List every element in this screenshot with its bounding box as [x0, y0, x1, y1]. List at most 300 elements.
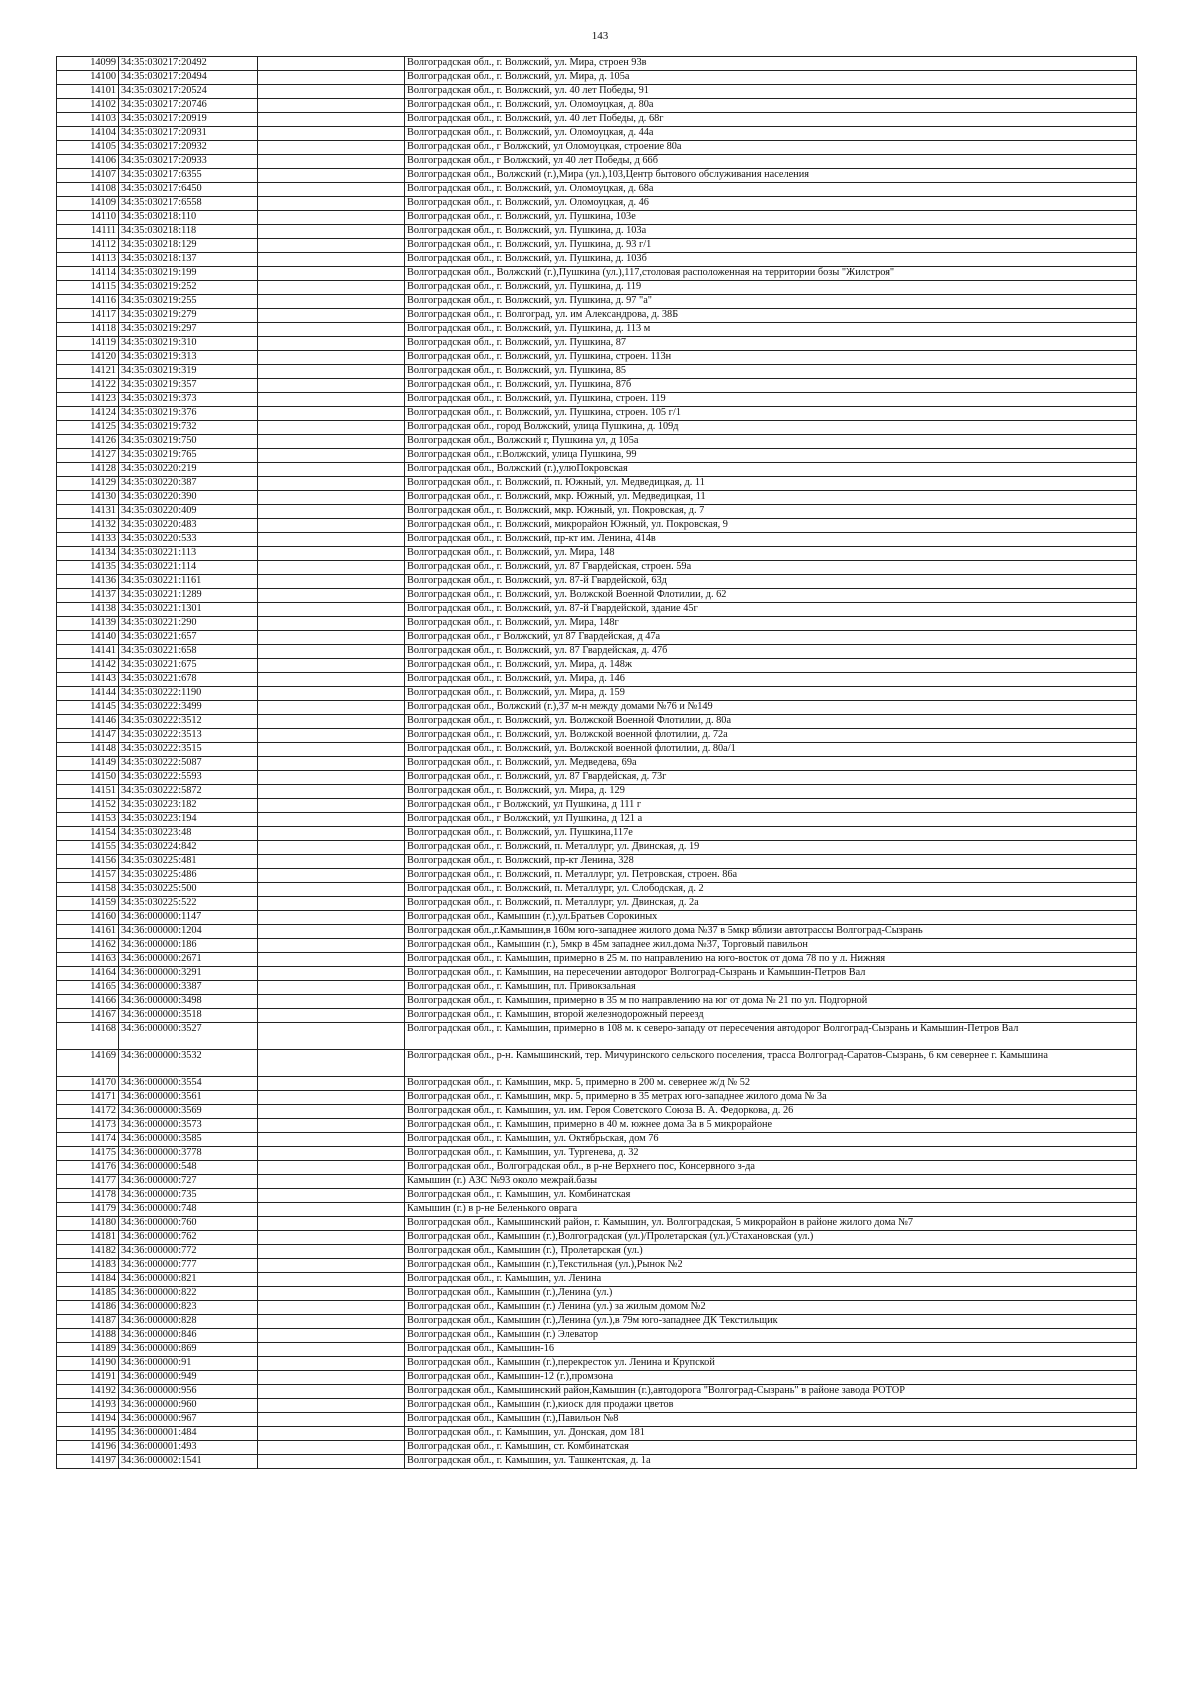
- address-cell: Волгоградская обл., Камышин (г.),Ленина (ул.),в 79м юго-западнее ДК Текстильщик: [405, 1315, 1137, 1329]
- cadastral-number-cell: 34:36:000000:1204: [119, 925, 258, 939]
- table-row: [57, 1259, 1137, 1273]
- table-row: [57, 449, 1137, 463]
- row-number-cell: 14143: [57, 673, 119, 687]
- empty-cell: [258, 449, 405, 463]
- row-number-cell: 14111: [57, 225, 119, 239]
- address-cell: Волгоградская обл., Камышин (г.),Волгоградская (ул.)/Пролетарская (ул.)/Стахановская (ул.): [405, 1231, 1137, 1245]
- cadastral-number-cell: 34:36:000000:777: [119, 1259, 258, 1273]
- row-number-cell: 14186: [57, 1301, 119, 1315]
- empty-cell: [258, 603, 405, 617]
- cadastral-number-cell: 34:35:030221:657: [119, 631, 258, 645]
- row-number-cell: 14119: [57, 337, 119, 351]
- empty-cell: [258, 1371, 405, 1385]
- cadastral-number-cell: 34:36:000000:3387: [119, 981, 258, 995]
- address-cell: Волгоградская обл., г. Волжский, ул. 40 лет Победы, д. 68г: [405, 113, 1137, 127]
- empty-cell: [258, 239, 405, 253]
- table-row: [57, 197, 1137, 211]
- row-number-cell: 14135: [57, 561, 119, 575]
- table-row: [57, 1105, 1137, 1119]
- address-cell: Волгоградская обл., Камышин (г.) Элеватор: [405, 1329, 1137, 1343]
- empty-cell: [258, 1133, 405, 1147]
- table-row: [57, 589, 1137, 603]
- page-number: 143: [591, 30, 609, 42]
- table-row: [57, 1245, 1137, 1259]
- row-number-cell: 14125: [57, 421, 119, 435]
- row-number-cell: 14196: [57, 1441, 119, 1455]
- cadastral-number-cell: 34:35:030222:3499: [119, 701, 258, 715]
- cadastral-number-cell: 34:36:000000:3554: [119, 1077, 258, 1091]
- cadastral-number-cell: 34:36:000000:3532: [119, 1050, 258, 1077]
- empty-cell: [258, 1357, 405, 1371]
- address-cell: Волгоградская обл., г. Волжский, ул. Мира, д. 146: [405, 673, 1137, 687]
- cadastral-number-cell: 34:35:030217:20932: [119, 141, 258, 155]
- address-cell: Волгоградская обл., г. Волжский, п. Южный, ул. Медведицкая, д. 11: [405, 477, 1137, 491]
- table-row: [57, 1231, 1137, 1245]
- address-cell: Волгоградская обл., Волжский (г.),Пушкина (ул.),117,столовая расположенная на территории бозы "Жилстроя": [405, 267, 1137, 281]
- address-cell: Волгоградская обл., Камышин (г.),Ленина (ул.): [405, 1287, 1137, 1301]
- empty-cell: [258, 1427, 405, 1441]
- cadastral-number-cell: 34:35:030221:1161: [119, 575, 258, 589]
- row-number-cell: 14183: [57, 1259, 119, 1273]
- table-row: [57, 1023, 1137, 1050]
- address-cell: Волгоградская обл., г. Камышин, ул. Ташкентская, д. 1а: [405, 1455, 1137, 1469]
- cadastral-number-cell: 34:35:030220:387: [119, 477, 258, 491]
- row-number-cell: 14107: [57, 169, 119, 183]
- row-number-cell: 14185: [57, 1287, 119, 1301]
- row-number-cell: 14129: [57, 477, 119, 491]
- cadastral-number-cell: 34:35:030220:409: [119, 505, 258, 519]
- address-cell: Волгоградская обл., Волжский (г.),37 м-н между домами №76 и №149: [405, 701, 1137, 715]
- table-row: [57, 1189, 1137, 1203]
- empty-cell: [258, 589, 405, 603]
- empty-cell: [258, 897, 405, 911]
- row-number-cell: 14102: [57, 99, 119, 113]
- table-row: [57, 827, 1137, 841]
- row-number-cell: 14178: [57, 1189, 119, 1203]
- empty-cell: [258, 295, 405, 309]
- cadastral-number-cell: 34:35:030217:20746: [119, 99, 258, 113]
- address-cell: Волгоградская обл., г Волжский, ул 87 Гвардейская, д 47а: [405, 631, 1137, 645]
- address-cell: Волгоградская обл., г Волжский, ул Пушкина, д 111 г: [405, 799, 1137, 813]
- cadastral-number-cell: 34:36:000000:822: [119, 1287, 258, 1301]
- empty-cell: [258, 1050, 405, 1077]
- table-row: [57, 659, 1137, 673]
- address-cell: Волгоградская обл., Камышин (г.),киоск для продажи цветов: [405, 1399, 1137, 1413]
- cadastral-number-cell: 34:35:030220:219: [119, 463, 258, 477]
- empty-cell: [258, 687, 405, 701]
- table-row: [57, 995, 1137, 1009]
- address-cell: Волгоградская обл., Волжский (г.),Мира (ул.),103,Центр бытового обслуживания населения: [405, 169, 1137, 183]
- cadastral-number-cell: 34:35:030219:319: [119, 365, 258, 379]
- empty-cell: [258, 421, 405, 435]
- table-row: [57, 505, 1137, 519]
- address-cell: Волгоградская обл., г. Волжский, ул. Пушкина, 87б: [405, 379, 1137, 393]
- empty-cell: [258, 155, 405, 169]
- row-number-cell: 14128: [57, 463, 119, 477]
- row-number-cell: 14142: [57, 659, 119, 673]
- table-row: [57, 1315, 1137, 1329]
- row-number-cell: 14174: [57, 1133, 119, 1147]
- empty-cell: [258, 365, 405, 379]
- registry-table: [56, 56, 1137, 1469]
- address-cell: Волгоградская обл., г. Волжский, п. Металлург, ул. Двинская, д. 19: [405, 841, 1137, 855]
- address-cell: Волгоградская обл., г Волжский, ул Оломоуцкая, строение 80а: [405, 141, 1137, 155]
- table-row: [57, 85, 1137, 99]
- table-row: [57, 1091, 1137, 1105]
- address-cell: Волгоградская обл., г. Волжский, микрорайон Южный, ул. Покровская, 9: [405, 519, 1137, 533]
- address-cell: Волгоградская обл., г. Камышин, ул. Комбинатская: [405, 1189, 1137, 1203]
- cadastral-number-cell: 34:36:000000:760: [119, 1217, 258, 1231]
- row-number-cell: 14161: [57, 925, 119, 939]
- table-row: [57, 701, 1137, 715]
- address-cell: Волгоградская обл., г. Волжский, ул. Пушкина, д. 103а: [405, 225, 1137, 239]
- empty-cell: [258, 1203, 405, 1217]
- empty-cell: [258, 799, 405, 813]
- cadastral-number-cell: 34:36:000000:3291: [119, 967, 258, 981]
- cadastral-number-cell: 34:36:000000:846: [119, 1329, 258, 1343]
- address-cell: Волгоградская обл., г. Волжский, ул. Волжской военной флотилии, д. 80а/1: [405, 743, 1137, 757]
- empty-cell: [258, 1455, 405, 1469]
- address-cell: Волгоградская обл., г. Волжский, ул. Оломоуцкая, д. 68а: [405, 183, 1137, 197]
- table-row: [57, 183, 1137, 197]
- cadastral-number-cell: 34:35:030219:313: [119, 351, 258, 365]
- empty-cell: [258, 1175, 405, 1189]
- empty-cell: [258, 1231, 405, 1245]
- cadastral-number-cell: 34:36:000000:762: [119, 1231, 258, 1245]
- cadastral-number-cell: 34:35:030217:6450: [119, 183, 258, 197]
- cadastral-number-cell: 34:36:000001:484: [119, 1427, 258, 1441]
- address-cell: Волгоградская обл., Камышин (г.),перекресток ул. Ленина и Крупской: [405, 1357, 1137, 1371]
- row-number-cell: 14145: [57, 701, 119, 715]
- address-cell: Волгоградская обл., Камышин (г.) Ленина (ул.) за жилым домом №2: [405, 1301, 1137, 1315]
- address-cell: Волгоградская обл., Камышин-16: [405, 1343, 1137, 1357]
- address-cell: Камышин (г.) АЗС №93 около межрай.базы: [405, 1175, 1137, 1189]
- address-cell: Волгоградская обл., Камышин-12 (г.),промзона: [405, 1371, 1137, 1385]
- table-row: [57, 743, 1137, 757]
- table-row: [57, 1343, 1137, 1357]
- table-row: [57, 799, 1137, 813]
- table-row: [57, 981, 1137, 995]
- cadastral-number-cell: 34:35:030221:114: [119, 561, 258, 575]
- row-number-cell: 14184: [57, 1273, 119, 1287]
- cadastral-number-cell: 34:35:030221:675: [119, 659, 258, 673]
- cadastral-number-cell: 34:36:000000:1147: [119, 911, 258, 925]
- table-row: [57, 771, 1137, 785]
- table-row: [57, 869, 1137, 883]
- empty-cell: [258, 141, 405, 155]
- table-row: [57, 1455, 1137, 1469]
- table-row: [57, 533, 1137, 547]
- table-row: [57, 519, 1137, 533]
- cadastral-number-cell: 34:36:000000:821: [119, 1273, 258, 1287]
- cadastral-number-cell: 34:36:000000:869: [119, 1343, 258, 1357]
- table-row: [57, 631, 1137, 645]
- row-number-cell: 14132: [57, 519, 119, 533]
- row-number-cell: 14179: [57, 1203, 119, 1217]
- address-cell: Волгоградская обл., г. Волжский, ул. Волжской военной флотилии, д. 72а: [405, 729, 1137, 743]
- row-number-cell: 14171: [57, 1091, 119, 1105]
- empty-cell: [258, 113, 405, 127]
- row-number-cell: 14167: [57, 1009, 119, 1023]
- empty-cell: [258, 1413, 405, 1427]
- address-cell: Волгоградская обл., г. Камышин, ул. Донская, дом 181: [405, 1427, 1137, 1441]
- address-cell: Волгоградская обл., г. Волжский, ул. Оломоуцкая, д. 80а: [405, 99, 1137, 113]
- table-row: [57, 99, 1137, 113]
- empty-cell: [258, 771, 405, 785]
- empty-cell: [258, 57, 405, 71]
- address-cell: Волгоградская обл., Камышин (г.),ул.Братьев Сорокиных: [405, 911, 1137, 925]
- empty-cell: [258, 1385, 405, 1399]
- address-cell: Волгоградская обл., г. Волжский, п. Металлург, ул. Слободская, д. 2: [405, 883, 1137, 897]
- row-number-cell: 14127: [57, 449, 119, 463]
- empty-cell: [258, 85, 405, 99]
- empty-cell: [258, 659, 405, 673]
- cadastral-number-cell: 34:35:030217:20919: [119, 113, 258, 127]
- address-cell: Волгоградская обл., Камышинский район,Камышин (г.),автодорога "Волгоград-Сызрань" в районе завода РОТОР: [405, 1385, 1137, 1399]
- row-number-cell: 14120: [57, 351, 119, 365]
- address-cell: Волгоградская обл., г. Волжский, ул. 87-й Гвардейской, 63д: [405, 575, 1137, 589]
- empty-cell: [258, 1147, 405, 1161]
- address-cell: Волгоградская обл., г. Волжский, ул. Волжской Военной Флотилии, д. 62: [405, 589, 1137, 603]
- row-number-cell: 14101: [57, 85, 119, 99]
- empty-cell: [258, 827, 405, 841]
- empty-cell: [258, 1023, 405, 1050]
- table-row: [57, 1273, 1137, 1287]
- empty-cell: [258, 757, 405, 771]
- table-row: [57, 1133, 1137, 1147]
- cadastral-number-cell: 34:35:030221:658: [119, 645, 258, 659]
- table-row: [57, 1441, 1137, 1455]
- table-row: [57, 1119, 1137, 1133]
- cadastral-number-cell: 34:35:030218:129: [119, 239, 258, 253]
- table-row: [57, 225, 1137, 239]
- empty-cell: [258, 953, 405, 967]
- cadastral-number-cell: 34:36:000001:493: [119, 1441, 258, 1455]
- table-row: [57, 1287, 1137, 1301]
- table-row: [57, 1371, 1137, 1385]
- cadastral-number-cell: 34:35:030217:20933: [119, 155, 258, 169]
- row-number-cell: 14159: [57, 897, 119, 911]
- row-number-cell: 14113: [57, 253, 119, 267]
- table-row: [57, 967, 1137, 981]
- address-cell: Волгоградская обл., Камышин (г.), 5мкр в 45м западнее жил.дома №37, Торговый павильон: [405, 939, 1137, 953]
- address-cell: Волгоградская обл., г. Волжский, ул. Мира, строен 93в: [405, 57, 1137, 71]
- address-cell: Волгоградская обл., г. Камышин, мкр. 5, примерно в 35 метрах юго-западнее жилого дома № 3а: [405, 1091, 1137, 1105]
- table-row: [57, 169, 1137, 183]
- empty-cell: [258, 981, 405, 995]
- table-row: [57, 841, 1137, 855]
- table-row: [57, 337, 1137, 351]
- cadastral-number-cell: 34:35:030219:310: [119, 337, 258, 351]
- table-row: [57, 561, 1137, 575]
- empty-cell: [258, 1301, 405, 1315]
- cadastral-number-cell: 34:35:030218:118: [119, 225, 258, 239]
- empty-cell: [258, 267, 405, 281]
- cadastral-number-cell: 34:35:030221:290: [119, 617, 258, 631]
- table-row: [57, 1329, 1137, 1343]
- row-number-cell: 14158: [57, 883, 119, 897]
- address-cell: Волгоградская обл., г. Камышин, ст. Комбинатская: [405, 1441, 1137, 1455]
- table-row: [57, 575, 1137, 589]
- table-row: [57, 351, 1137, 365]
- empty-cell: [258, 407, 405, 421]
- empty-cell: [258, 281, 405, 295]
- empty-cell: [258, 99, 405, 113]
- empty-cell: [258, 253, 405, 267]
- address-cell: Волгоградская обл., г. Камышин, ул. Ленина: [405, 1273, 1137, 1287]
- table-row: [57, 295, 1137, 309]
- cadastral-number-cell: 34:36:000000:735: [119, 1189, 258, 1203]
- empty-cell: [258, 869, 405, 883]
- table-row: [57, 267, 1137, 281]
- cadastral-number-cell: 34:36:000000:3573: [119, 1119, 258, 1133]
- table-row: [57, 687, 1137, 701]
- cadastral-number-cell: 34:36:000000:967: [119, 1413, 258, 1427]
- cadastral-number-cell: 34:35:030225:486: [119, 869, 258, 883]
- address-cell: Волгоградская обл., Камышин (г.),Текстильная (ул.),Рынок №2: [405, 1259, 1137, 1273]
- table-row: [57, 939, 1137, 953]
- cadastral-number-cell: 34:36:000000:772: [119, 1245, 258, 1259]
- empty-cell: [258, 939, 405, 953]
- cadastral-number-cell: 34:36:000000:828: [119, 1315, 258, 1329]
- empty-cell: [258, 631, 405, 645]
- table-row: [57, 253, 1137, 267]
- address-cell: Волгоградская обл., г. Волжский, ул. Пушкина, 85: [405, 365, 1137, 379]
- cadastral-number-cell: 34:36:000002:1541: [119, 1455, 258, 1469]
- row-number-cell: 14108: [57, 183, 119, 197]
- empty-cell: [258, 1009, 405, 1023]
- row-number-cell: 14165: [57, 981, 119, 995]
- empty-cell: [258, 533, 405, 547]
- row-number-cell: 14112: [57, 239, 119, 253]
- table-row: [57, 113, 1137, 127]
- cadastral-number-cell: 34:35:030219:297: [119, 323, 258, 337]
- row-number-cell: 14157: [57, 869, 119, 883]
- empty-cell: [258, 715, 405, 729]
- cadastral-number-cell: 34:35:030221:1289: [119, 589, 258, 603]
- row-number-cell: 14126: [57, 435, 119, 449]
- row-number-cell: 14180: [57, 1217, 119, 1231]
- cadastral-number-cell: 34:35:030217:20492: [119, 57, 258, 71]
- address-cell: Волгоградская обл., г. Волжский, ул. Оломоуцкая, д. 44а: [405, 127, 1137, 141]
- row-number-cell: 14195: [57, 1427, 119, 1441]
- cadastral-number-cell: 34:35:030219:252: [119, 281, 258, 295]
- address-cell: Волгоградская обл., г. Волгоград, ул. им Александрова, д. 38Б: [405, 309, 1137, 323]
- cadastral-number-cell: 34:35:030217:20494: [119, 71, 258, 85]
- address-cell: Волгоградская обл., г. Волжский, ул. 87-й Гвардейской, здание 45г: [405, 603, 1137, 617]
- table-row: [57, 1357, 1137, 1371]
- registry-table-body: [57, 57, 1137, 1469]
- row-number-cell: 14191: [57, 1371, 119, 1385]
- row-number-cell: 14176: [57, 1161, 119, 1175]
- row-number-cell: 14124: [57, 407, 119, 421]
- cadastral-number-cell: 34:36:000000:91: [119, 1357, 258, 1371]
- address-cell: Волгоградская обл., город Волжский, улица Пушкина, д. 109д: [405, 421, 1137, 435]
- empty-cell: [258, 1217, 405, 1231]
- address-cell: Волгоградская обл., г. Волжский, ул. 87 Гвардейская, д. 47б: [405, 645, 1137, 659]
- address-cell: Волгоградская обл.,г.Камышин,в 160м юго-западнее жилого дома №37 в 5мкр вблизи автотрассы Волгоград-Сызрань: [405, 925, 1137, 939]
- cadastral-number-cell: 34:35:030222:5872: [119, 785, 258, 799]
- empty-cell: [258, 1273, 405, 1287]
- row-number-cell: 14100: [57, 71, 119, 85]
- address-cell: Волгоградская обл., г. Волжский, ул. Волжской Военной Флотилии, д. 80а: [405, 715, 1137, 729]
- address-cell: Волгоградская обл., г. Волжский, мкр. Южный, ул. Медведицкая, 11: [405, 491, 1137, 505]
- address-cell: Волгоградская обл., г. Камышин, примерно в 40 м. южнее дома 3а в 5 микрорайоне: [405, 1119, 1137, 1133]
- row-number-cell: 14172: [57, 1105, 119, 1119]
- row-number-cell: 14147: [57, 729, 119, 743]
- cadastral-number-cell: 34:35:030221:113: [119, 547, 258, 561]
- address-cell: Волгоградская обл., г. Волжский, ул. Мира, д. 148ж: [405, 659, 1137, 673]
- empty-cell: [258, 1315, 405, 1329]
- cadastral-number-cell: 34:35:030222:1190: [119, 687, 258, 701]
- cadastral-number-cell: 34:36:000000:956: [119, 1385, 258, 1399]
- cadastral-number-cell: 34:35:030219:255: [119, 295, 258, 309]
- empty-cell: [258, 701, 405, 715]
- row-number-cell: 14173: [57, 1119, 119, 1133]
- address-cell: Волгоградская обл., г. Волжский, ул. 87 Гвардейская, строен. 59а: [405, 561, 1137, 575]
- cadastral-number-cell: 34:36:000000:3518: [119, 1009, 258, 1023]
- cadastral-number-cell: 34:35:030217:6558: [119, 197, 258, 211]
- table-row: [57, 155, 1137, 169]
- row-number-cell: 14193: [57, 1399, 119, 1413]
- table-row: [57, 57, 1137, 71]
- row-number-cell: 14197: [57, 1455, 119, 1469]
- empty-cell: [258, 505, 405, 519]
- cadastral-number-cell: 34:35:030222:3513: [119, 729, 258, 743]
- address-cell: Волгоградская обл., г. Волжский, п. Металлург, ул. Петровская, строен. 86а: [405, 869, 1137, 883]
- address-cell: Волгоградская обл., г. Волжский, ул. Пушкина, д. 97 "а": [405, 295, 1137, 309]
- row-number-cell: 14156: [57, 855, 119, 869]
- row-number-cell: 14105: [57, 141, 119, 155]
- address-cell: Волгоградская обл., г. Камышин, второй железнодорожный переезд: [405, 1009, 1137, 1023]
- table-row: [57, 127, 1137, 141]
- address-cell: Волгоградская обл., г. Волжский, ул. Пушкина, строен. 105 г/1: [405, 407, 1137, 421]
- table-row: [57, 911, 1137, 925]
- cadastral-number-cell: 34:36:000000:3569: [119, 1105, 258, 1119]
- row-number-cell: 14148: [57, 743, 119, 757]
- empty-cell: [258, 1119, 405, 1133]
- empty-cell: [258, 841, 405, 855]
- row-number-cell: 14169: [57, 1050, 119, 1077]
- empty-cell: [258, 1329, 405, 1343]
- address-cell: Волгоградская обл., г. Волжский, ул. Мира, д. 105а: [405, 71, 1137, 85]
- row-number-cell: 14106: [57, 155, 119, 169]
- row-number-cell: 14115: [57, 281, 119, 295]
- empty-cell: [258, 351, 405, 365]
- row-number-cell: 14192: [57, 1385, 119, 1399]
- cadastral-number-cell: 34:36:000000:3585: [119, 1133, 258, 1147]
- empty-cell: [258, 1287, 405, 1301]
- empty-cell: [258, 813, 405, 827]
- row-number-cell: 14170: [57, 1077, 119, 1091]
- address-cell: Камышин (г.) в р-не Беленького оврага: [405, 1203, 1137, 1217]
- cadastral-number-cell: 34:35:030225:481: [119, 855, 258, 869]
- table-row: [57, 547, 1137, 561]
- table-row: [57, 393, 1137, 407]
- row-number-cell: 14187: [57, 1315, 119, 1329]
- empty-cell: [258, 729, 405, 743]
- address-cell: Волгоградская обл., г. Камышин, пл. Привокзальная: [405, 981, 1137, 995]
- address-cell: Волгоградская обл., г. Волжский, пр-кт Ленина, 328: [405, 855, 1137, 869]
- empty-cell: [258, 491, 405, 505]
- table-row: [57, 673, 1137, 687]
- row-number-cell: 14163: [57, 953, 119, 967]
- empty-cell: [258, 211, 405, 225]
- empty-cell: [258, 519, 405, 533]
- row-number-cell: 14144: [57, 687, 119, 701]
- row-number-cell: 14121: [57, 365, 119, 379]
- row-number-cell: 14150: [57, 771, 119, 785]
